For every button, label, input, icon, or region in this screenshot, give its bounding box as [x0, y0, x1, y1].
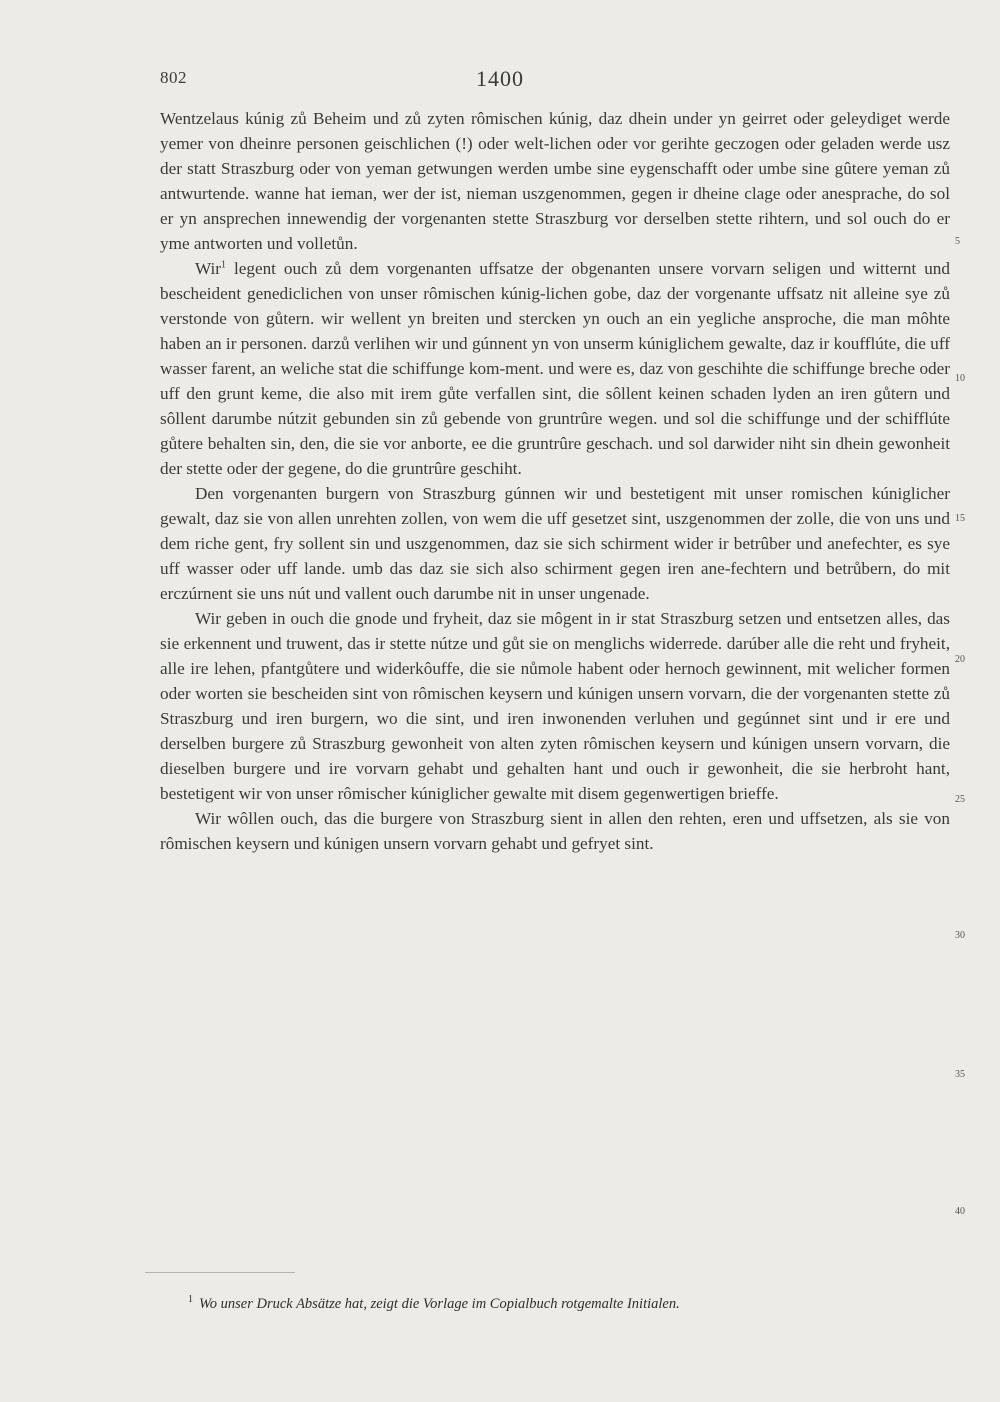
year-heading: 1400 — [476, 66, 524, 91]
document-body — [160, 106, 950, 856]
paragraph-4: Wir geben in ouch die gnode und fryheit, daz sie môgent in ir stat Straszburg setzen und entsetzen alles, das sie erkennent und truwent, das ir stette nútze und gůt sie on menglichs widerrede. darúber alle die reht und fryheit, alle ire lehen, pfantgůtere und widerkôuffe, die sie nůmole habent oder hernoch gewinnent, mit welicher formen oder worten sie bescheiden sint von rômischen keysern und kúnigen unsern vorvarn, die der vorgenanten stette zů Straszburg und iren burgern, wo die sint, und iren inwonenden verluhen und gegúnnet sint und ir ere und derselben burgere zů Straszburg gewonheit von alten zyten rômischen keysern und kúnigen unsern vorvarn, die dieselben burgere und ire vorvarn gehabt und gehalten hant und ouch ir gewonheit, die sie herbroht hant, bestetigent wir von unser rômischer kúniglicher gewalte mit disem gegenwertigen brieffe. — [160, 609, 950, 803]
line-number: 35 — [955, 1069, 965, 1080]
line-number: 25 — [955, 794, 965, 805]
paragraph-5: Wir wôllen ouch, das die burgere von Straszburg sient in allen den rehten, eren und uffsetzen, als sie von rômischen keysern und kúnigen unsern vorvarn gehabt und gefryet sint. — [160, 809, 950, 853]
footnote-reference: 1 — [221, 259, 227, 271]
footnote-divider — [145, 1272, 295, 1273]
footnote-text: Wo unser Druck Absätze hat, zeigt die Vorlage im Copialbuch rotgemalte Initialen. — [199, 1295, 680, 1312]
paragraph-2-lead: Wir — [195, 259, 222, 278]
footnote — [188, 1294, 908, 1313]
line-number: 30 — [955, 930, 965, 941]
footnote-mark: 1 — [188, 1294, 193, 1305]
page-number: 802 — [160, 68, 187, 87]
paragraph-2 — [160, 256, 950, 481]
line-number: 15 — [955, 513, 965, 524]
paragraph-3: Den vorgenanten burgern von Straszburg gúnnen wir und bestetigent mit unser romischen kúniglicher gewalt, daz sie von allen unrehten zollen, von wem die uff gesetzet sint, uszgenommen der zolle, die von uns und dem riche gent, fry sollent sin und uszgenommen, daz sie sich schirment wider ir betrûber und anefechter, es sye uff wasser oder uff lande. umb das daz sie sich also schirment gegen iren ane-fechtern und betrůbern, do mit erczúrnent sie uns nút und vallent ouch darumbe nit in unser ungenade. — [160, 484, 950, 603]
line-number: 10 — [955, 373, 965, 384]
paragraph-1: Wentzelaus kúnig zů Beheim und zů zyten rômischen kúnig, daz dhein under yn geirret oder geleydiget werde yemer von dheinre personen geischlichen (!) oder welt-lichen oder vor gerihte geczogen oder geladen werde usz der statt Straszburg oder von yeman getwungen werden umbe sine eygenschafft oder umbe sine gûtere yeman zů antwurtende. wanne hat ieman, wer der ist, nieman uszgenommen, gegen ir dheine clage oder anesprache, do sol er yn ansprechen innewendig der vorgenanten stette Straszburg vor derselben stette rihtern, und sol ouch do er yme antworten und volletůn. — [160, 109, 950, 253]
paragraph-2-text: legent ouch zů dem vorgenanten uffsatze der obgenanten unsere vorvarn seligen und witternt und bescheident genediclichen von unser rômischen kúnig-lichen gobe, daz der vorgenante uffsatz nit alleine sye zů verstonde von gůtern. wir wellent yn breiten und stercken yn ouch an ein yegliche ansproche, die man môhte haben an ir personen. darzů verlihen wir und gúnnent yn von unserm kúniglichem gewalte, daz ir koufflúte, die uff wasser farent, an weliche stat die schiffunge kom-ment. und were es, daz von geschihte die schiffunge breche oder uff den grunt keme, die also mit irem gůte verfallen sint, die sôllent keinen schaden lyden an iren gůtern und sôllent darumbe nútzit gebunden sin zů gebende von gruntrûre wegen. und sol die schiffunge und der schifflúte gůtere behalten sin, den, die sie vor anborte, ee die gruntrûre geschach. und sol darwider niht sin dhein gewonheit der stette oder der gegene, do die gruntrûre geschiht. — [160, 259, 950, 478]
line-number: 40 — [955, 1206, 965, 1217]
line-number: 20 — [955, 654, 965, 665]
line-number: 5 — [955, 236, 960, 247]
